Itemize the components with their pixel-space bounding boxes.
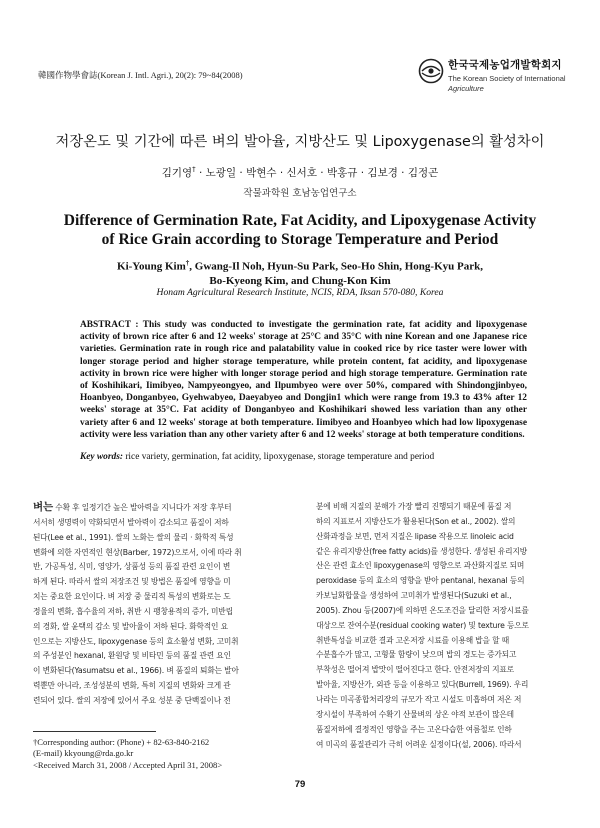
body-text-line xyxy=(33,560,284,575)
body-text-line xyxy=(33,500,284,516)
body-text-line: 장시설이 부족하여 수확기 산물벼의 상온 야적 보관이 많은데 xyxy=(316,709,514,719)
body-text-line xyxy=(33,546,284,561)
body-text-line: 같은 유리지방산(free fatty acids)를 생성한다. 생성된 유리지방 xyxy=(316,546,528,556)
body-column-right xyxy=(316,500,568,752)
body-text: 력뿐만 아니라, 조성성분의 변화, 특히 지질의 변화와 크게 관 xyxy=(33,681,231,691)
body-text-line: 수분흡수가 많고, 고형물 함량이 낮으며 밥의 경도는 증가되고 xyxy=(316,650,517,660)
body-text: 치는 중요한 요인이다. 벼 저장 중 물리적 특성의 변화로는 도 xyxy=(33,592,231,602)
body-text-line xyxy=(33,649,284,664)
society-logo xyxy=(418,56,568,102)
body-text-line xyxy=(33,620,284,635)
email-note: (E-mail) kkyoung@rda.go.kr xyxy=(33,748,134,759)
paper-title-korean: 저장온도 및 기간에 따른 벼의 발아율, 지방산도 및 Lipoxygenase의 활성차이 xyxy=(55,134,545,150)
title-english-line1: Difference of Germination Rate, Fat Acidity, and Lipoxygenase Activity xyxy=(63,212,537,229)
abstract xyxy=(80,319,527,441)
body-text-line: 분에 비해 지질의 분해가 가장 빨리 진행되기 때문에 품질 저 xyxy=(316,502,512,511)
body-text-line: 대상으로 잔여수분(residual cooking water) 및 texture 등으로 xyxy=(316,620,529,630)
body-text: 하게 된다. 따라서 쌀의 저장조건 및 방법은 품질에 영향을 미 xyxy=(33,577,231,587)
footnotes xyxy=(33,737,293,771)
body-text: 변화에 의한 자연적인 현상(Barber, 1972)으로서, 이에 따라 취 xyxy=(33,547,242,557)
body-text-line: 발아율, 지방산가, 외관 등을 이용하고 있다(Burrell, 1969). 우리 xyxy=(316,680,529,690)
affiliation-english: Honam Agricultural Research Institute, NCIS, RDA, Iksan 570-080, Korea xyxy=(156,287,444,298)
body-text-line xyxy=(33,605,284,620)
body-text-line xyxy=(33,694,284,709)
corresponding-author-note: †Corresponding author: (Phone) + 82-63-840-2162 xyxy=(33,737,210,747)
keywords-text: rice variety, germination, fat acidity, lipoxygenase, storage temperature and period xyxy=(122,452,435,462)
body-column-left xyxy=(33,500,284,709)
body-text-line xyxy=(33,635,284,650)
body-text-line: 취반특성을 비교한 결과 고온저장 시료를 이용해 밥을 할 때 xyxy=(316,635,509,645)
affiliation-korean: 작물과학원 호남농업연구소 xyxy=(243,188,357,199)
body-text: 의 경화, 쌀 윤택의 감소 및 발아율이 저하 된다. 화학적인 요 xyxy=(33,621,228,631)
body-text-line: 품질저하에 결정적인 영향을 주는 고온다습한 여름철로 인하 xyxy=(316,724,512,734)
society-name-en-line2: Agriculture xyxy=(448,84,484,93)
body-text-line xyxy=(33,679,284,694)
body-text: 이 변화된다(Yasumatsu et al., 1966). 벼 품질의 퇴화는 발아 xyxy=(33,666,239,676)
keywords-label: Key words: xyxy=(80,452,123,462)
author-list-english xyxy=(0,256,600,289)
society-name-ko: 한국국제농업개발학회지 xyxy=(448,59,562,71)
co-authors-english: , Gwang-Il Noh, Hyun-Su Park, Seo-Ho Shin, Hong-Kyu Park, xyxy=(189,260,483,273)
journal-citation: 韓國作物學會誌(Korean J. Intl. Agri.), 20(2): 79~84(2008) xyxy=(38,70,243,80)
received-accepted-note: <Received March 31, 2008 / Accepted April 31, 2008> xyxy=(33,759,223,770)
body-text: 서서히 생명력이 약화되면서 발아력이 감소되고 품질이 저하 xyxy=(33,517,229,527)
body-text: 인으로는 지방산도, lipoxygenase 등의 효소활성 변화, 고미취 xyxy=(33,636,239,646)
paper-title-english xyxy=(0,211,600,249)
body-text: 의 주성분인 hexanal, 환원당 및 비타민 등의 품질 관련 요인 xyxy=(33,651,231,661)
footnote-divider xyxy=(33,731,156,732)
body-text-line: 부착성은 떨어져 밥맛이 떨어진다고 한다. 안전저장의 지표로 xyxy=(316,665,514,675)
body-text-line: 산은 관련 효소인 lipoxygenase의 영향으로 과산화지질로 되며 xyxy=(316,561,525,571)
body-text: 반, 가공특성, 식미, 영양가, 상품성 등의 품질 관련 요인이 변 xyxy=(33,562,231,572)
body-text-line: 나라는 미곡종합처리장의 규모가 작고 시설도 미흡하며 저온 저 xyxy=(316,694,522,704)
abstract-text: This study was conducted to investigate the germination rate, fat acidity and lipoxygenase activity of brown rice after 6 and 12 weeks' storage at 25°C and 35°C with nine Korean and one Japanese rice varieties. Germination rate in rough rice and palatability value in cooked rice by rice taster were lower with longer storage period and higher storage temperature, while protein content, fat acidity, and lipoxygenase activity in brown rice were higher with longer storage period and high storage temperature. Germination rate of Koshihikari, Iimibyeo, Nampyeongyeo, and Ilpumbyeo were over 50%, compared with Shindongjinbyeo, Hoanbyeo, Donganbyeo, Gyehwabyeo, Daeyabyeo and Dongjin1 which were range from 19.3 to 43% after 12 weeks' storage at 35°C. Fat acidity of Donganbyeo and Koshihikari showed less variation than any other variety after 6 and 12 weeks' storage at both temperature. Iimibyeo and Hoanbyeo which had low lipoxygenase activity were less variation than any other variety after 6 and 12 weeks' storage at both temperature conditions. xyxy=(80,320,527,440)
body-text-line: 2005). Zhou 등(2007)에 의하면 온도조건을 달리한 저장시료를 xyxy=(316,605,529,615)
society-logo-icon xyxy=(418,58,444,84)
body-text-line: 여 미곡의 품질관리가 극히 어려운 실정이다(설, 2006). 따라서 xyxy=(316,739,522,749)
body-text-line: 산화과정을 보면, 먼저 지질은 lipase 작용으로 linoleic acid xyxy=(316,531,514,541)
body-text: 정율의 변화, 흡수율의 저하, 취반 시 팽창용적의 증가, 미반립 xyxy=(33,606,233,616)
co-authors-korean: · 노광일 · 박현수 · 신서호 · 박홍규 · 김보경 · 김정곤 xyxy=(195,167,439,179)
society-name-en-line1: The Korean Society of International xyxy=(448,74,566,83)
authors-english-line1 xyxy=(0,256,600,274)
body-lead-word: 벼는 xyxy=(33,501,53,513)
authors-english-line2: Bo-Kyeong Kim, and Chung-Kon Kim xyxy=(209,275,391,288)
body-text-line: 하의 지표로서 지방산도가 활용된다(Son et al., 2002). 쌀의 xyxy=(316,516,516,526)
first-author-english: Ki-Young Kim xyxy=(117,260,186,273)
body-text-line xyxy=(33,575,284,590)
body-text-line xyxy=(33,590,284,605)
author-list-korean xyxy=(0,165,600,180)
page-number: 79 xyxy=(294,779,306,790)
first-author-korean: 김기영 xyxy=(161,167,193,179)
corresponding-mark-english: † xyxy=(185,259,190,267)
body-text-line xyxy=(33,664,284,679)
corresponding-mark: † xyxy=(192,165,196,174)
body-text-line: 카보닐화합물을 생성하여 고미취가 발생된다(Suzuki et al., xyxy=(316,591,512,601)
body-text-line: peroxidase 등의 효소의 영향을 받아 pentanal, hexanal 등의 xyxy=(316,576,525,586)
body-text-line xyxy=(33,531,284,546)
body-text: 수확 후 일정기간 높은 발아력을 지니다가 저장 후부터 xyxy=(53,503,232,512)
body-text: 련되어 있다. 쌀의 저장에 있어서 주요 성분 중 단백질이나 전 xyxy=(33,695,231,705)
body-text: 된다(Lee et al., 1991). 쌀의 노화는 쌀의 물리 · 화학적 특성 xyxy=(33,532,234,542)
abstract-label: ABSTRACT : xyxy=(80,320,139,330)
body-text-line xyxy=(33,516,284,531)
title-english-line2: of Rice Grain according to Storage Temperature and Period xyxy=(101,231,499,248)
keywords xyxy=(80,451,527,463)
